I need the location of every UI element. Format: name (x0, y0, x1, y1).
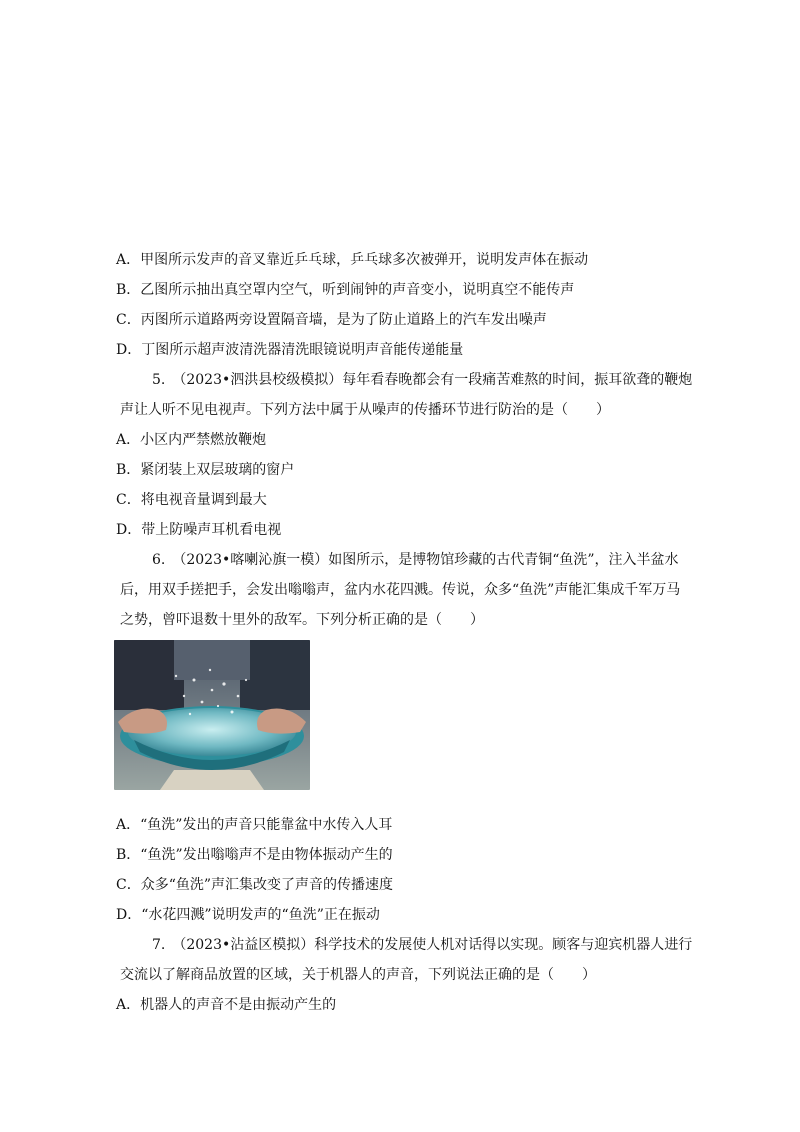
q6-option-b: B．“鱼洗”发出嗡嗡声不是由物体振动产生的 (116, 847, 393, 863)
q6-stem-line1: 6. （2023•喀喇沁旗一模）如图所示，是博物馆珍藏的古代青铜“鱼洗”，注入半盆水 (152, 552, 679, 568)
q6-option-c: C．众多“鱼洗”声汇集改变了声音的传播速度 (116, 877, 394, 893)
q5-stem-line2: 声让人听不见电视声。下列方法中属于从噪声的传播环节进行防治的是（ ） (120, 402, 610, 418)
q4-option-c: C．丙图所示道路两旁设置隔音墙，是为了防止道路上的汽车发出噪声 (116, 312, 547, 328)
q5-option-d: D．带上防噪声耳机看电视 (116, 522, 282, 538)
q4-option-a: A．甲图所示发声的音叉靠近乒乓球，乒乓球多次被弹开，说明发声体在振动 (116, 252, 589, 268)
q4-option-d: D．丁图所示超声波清洗器清洗眼镜说明声音能传递能量 (116, 342, 464, 358)
fish-basin-photo (114, 640, 310, 790)
q5-option-c: C．将电视音量调到最大 (116, 492, 267, 508)
q6-option-d: D．“水花四溅”说明发声的“鱼洗”正在振动 (116, 907, 380, 923)
q5-stem-line1: 5. （2023•泗洪县校级模拟）每年看春晚都会有一段痛苦难熬的时间，振耳欲聋的鞭炮 (152, 372, 693, 388)
q6-stem-line3: 之势，曾吓退数十里外的敌军。下列分析正确的是（ ） (120, 612, 484, 628)
q7-stem-line1: 7. （2023•沾益区模拟）科学技术的发展使人机对话得以实现。顾客与迎宾机器人进行 (152, 937, 693, 953)
q5-option-a: A．小区内严禁燃放鞭炮 (116, 432, 267, 448)
q4-option-b: B．乙图所示抽出真空罩内空气，听到闹钟的声音变小，说明真空不能传声 (116, 282, 575, 298)
q6-option-a: A．“鱼洗”发出的声音只能靠盆中水传入人耳 (116, 817, 393, 833)
q5-option-b: B．紧闭装上双层玻璃的窗户 (116, 462, 295, 478)
q6-stem-line2: 后，用双手搓把手，会发出嗡嗡声，盆内水花四溅。传说，众多“鱼洗”声能汇集成千军万马 (120, 582, 681, 598)
q7-option-a: A．机器人的声音不是由振动产生的 (116, 997, 337, 1013)
q7-stem-line2: 交流以了解商品放置的区域，关于机器人的声音，下列说法正确的是（ ） (120, 967, 596, 983)
